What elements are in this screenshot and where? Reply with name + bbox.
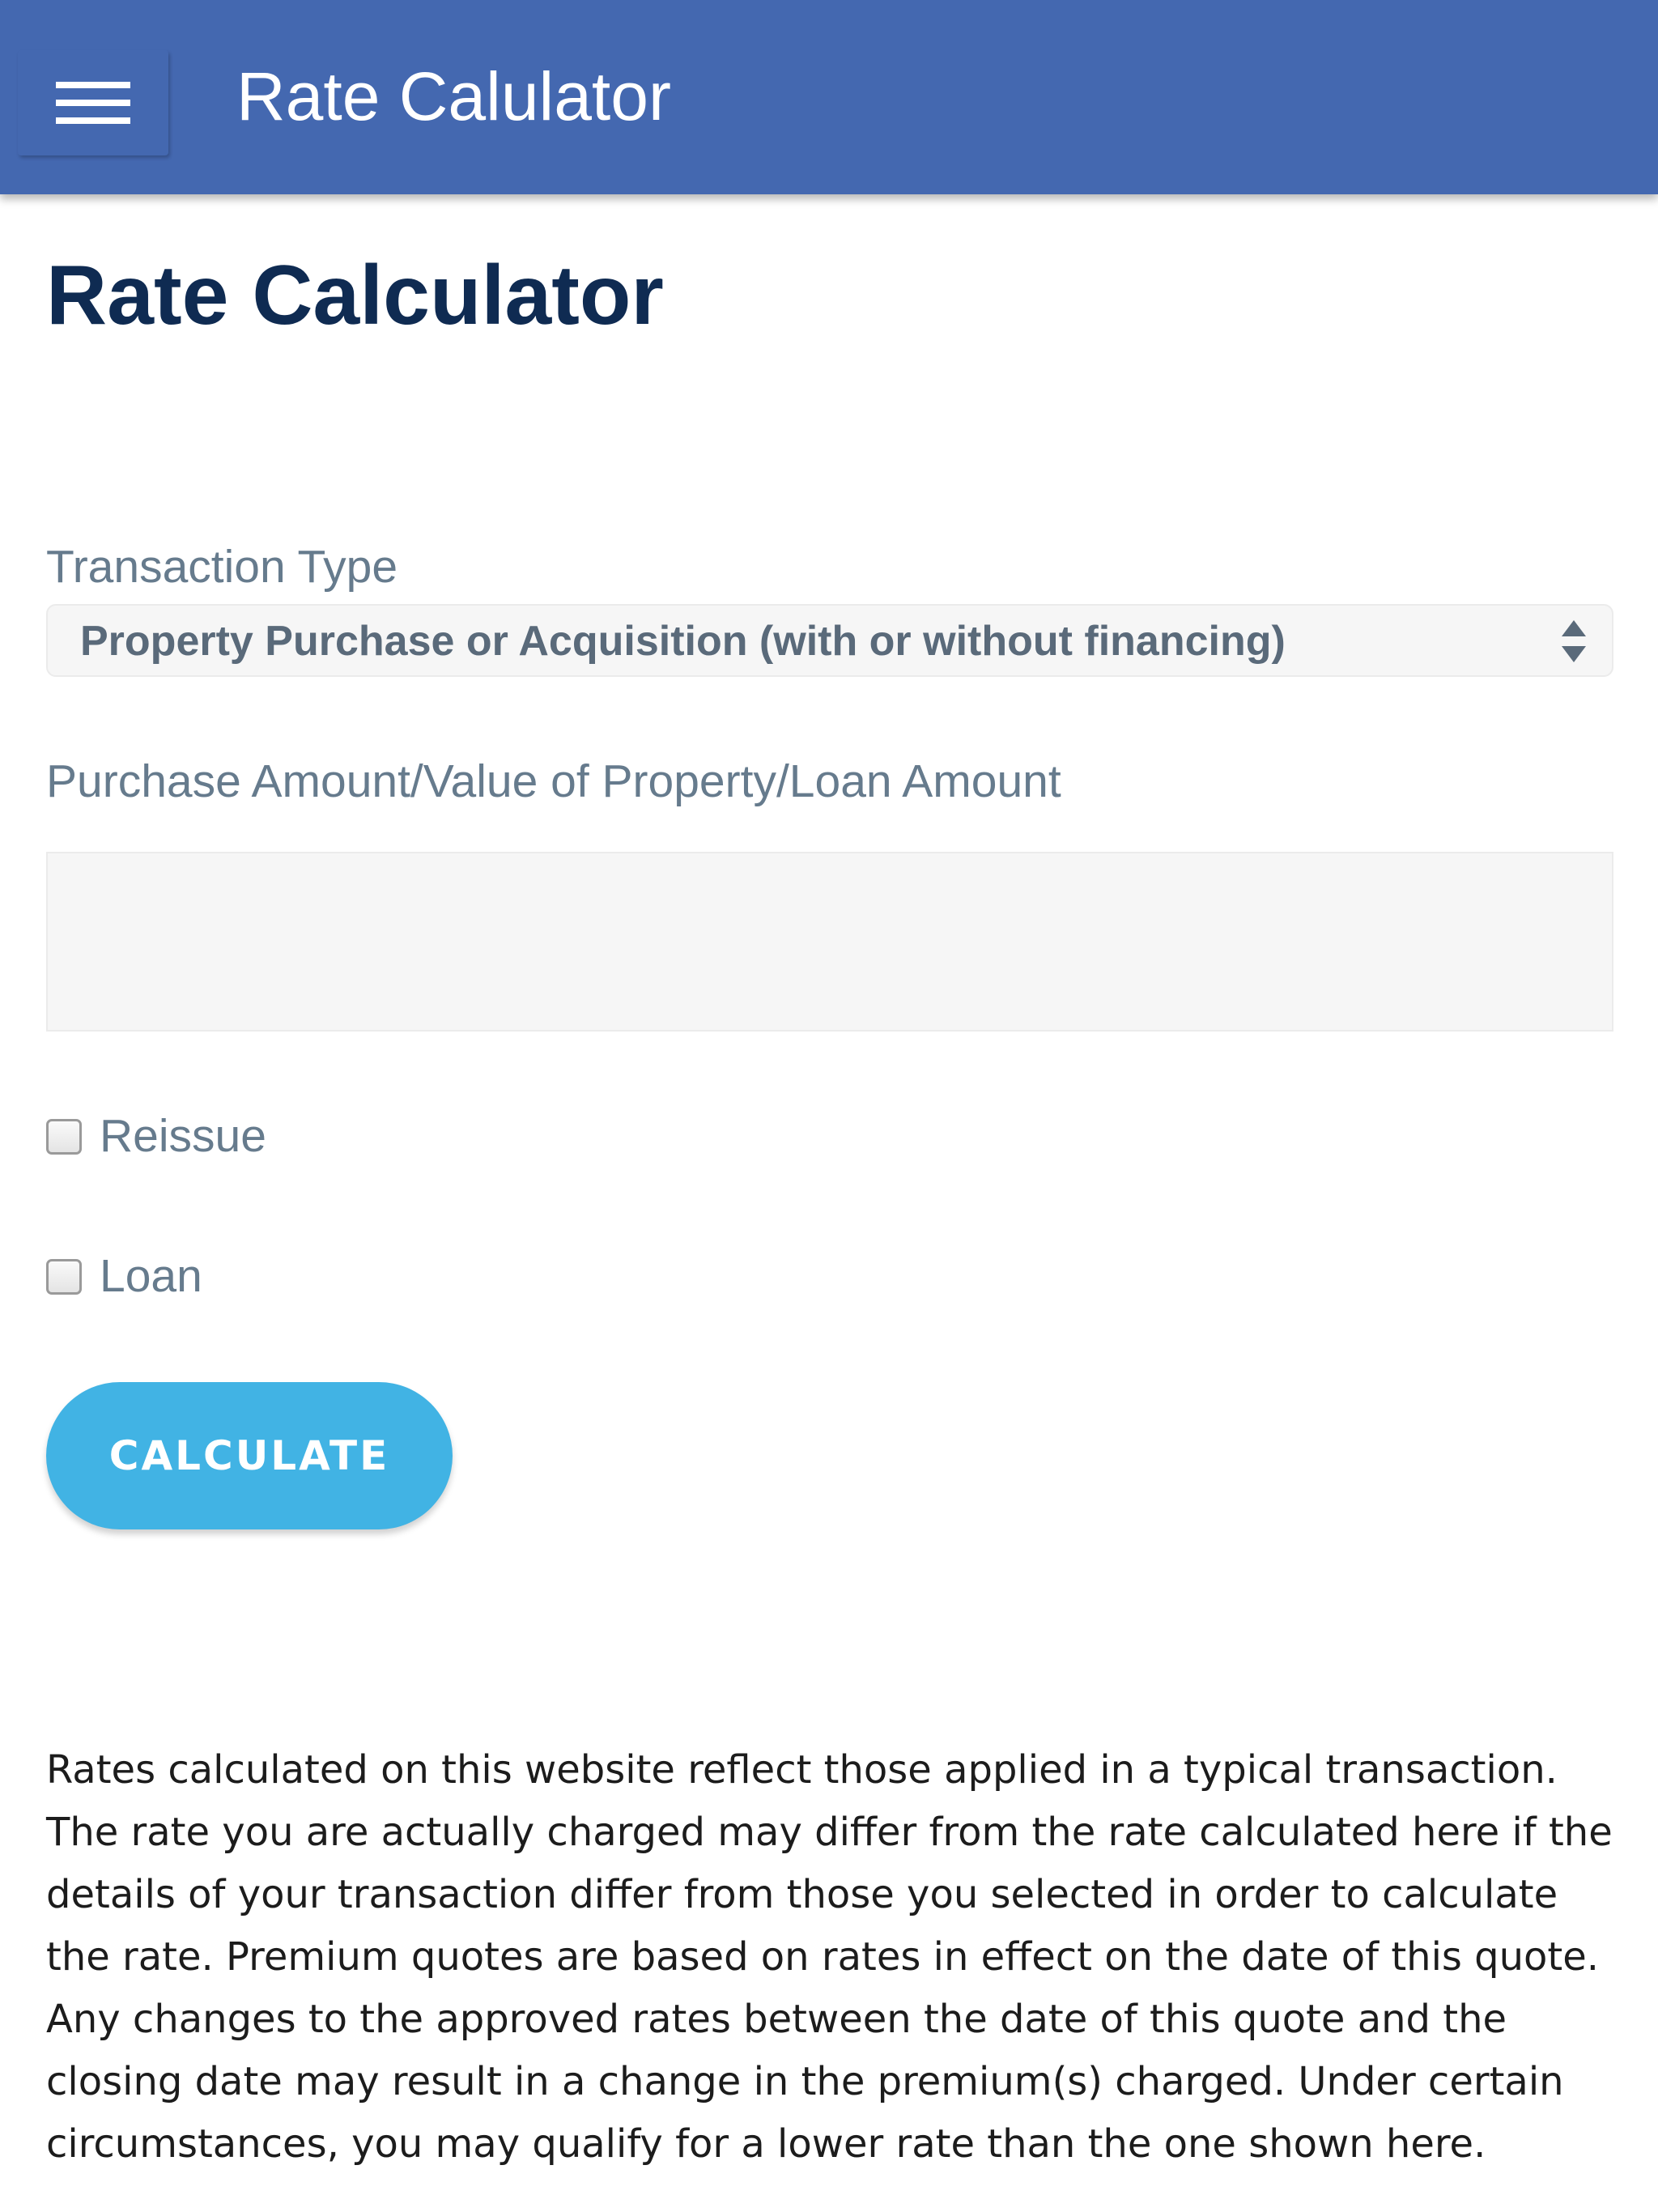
app-bar: [0, 0, 1658, 194]
loan-label: Loan: [100, 1250, 202, 1302]
transaction-type-label: Transaction Type: [46, 541, 398, 593]
menu-button[interactable]: [18, 50, 168, 155]
reissue-checkbox[interactable]: [46, 1119, 82, 1155]
reissue-label: Reissue: [100, 1110, 266, 1162]
page-title: Rate Calculator: [46, 249, 664, 342]
select-arrows-icon: [1560, 617, 1588, 666]
loan-checkbox[interactable]: [46, 1259, 82, 1295]
app-bar-title: Rate Calulator: [236, 58, 671, 134]
loan-option[interactable]: [46, 1248, 224, 1304]
transaction-type-select[interactable]: [46, 604, 1613, 677]
transaction-type-selected-value: Property Purchase or Acquisition (with or without financing): [80, 618, 1286, 665]
reissue-option[interactable]: [46, 1108, 289, 1164]
amount-label: Purchase Amount/Value of Property/Loan Amount: [46, 755, 1061, 807]
calculate-button[interactable]: CALCULATE: [46, 1382, 453, 1529]
disclaimer-text: Rates calculated on this website reflect those applied in a typical transaction. The rate you are actually charged may differ from the rate calculated here if the details of your transaction differ from those you selected in order to calculate the rate. Premium quotes are based on rates in effect on the date of this quote. Any changes to the approved rates between the date of this quote and the closing date may result in a change in the premium(s) charged. Under certain circumstances, you may qualify for a lower rate than the one shown here.: [46, 1747, 1613, 2167]
hamburger-menu-icon: [56, 79, 130, 127]
amount-input[interactable]: [46, 852, 1613, 1032]
